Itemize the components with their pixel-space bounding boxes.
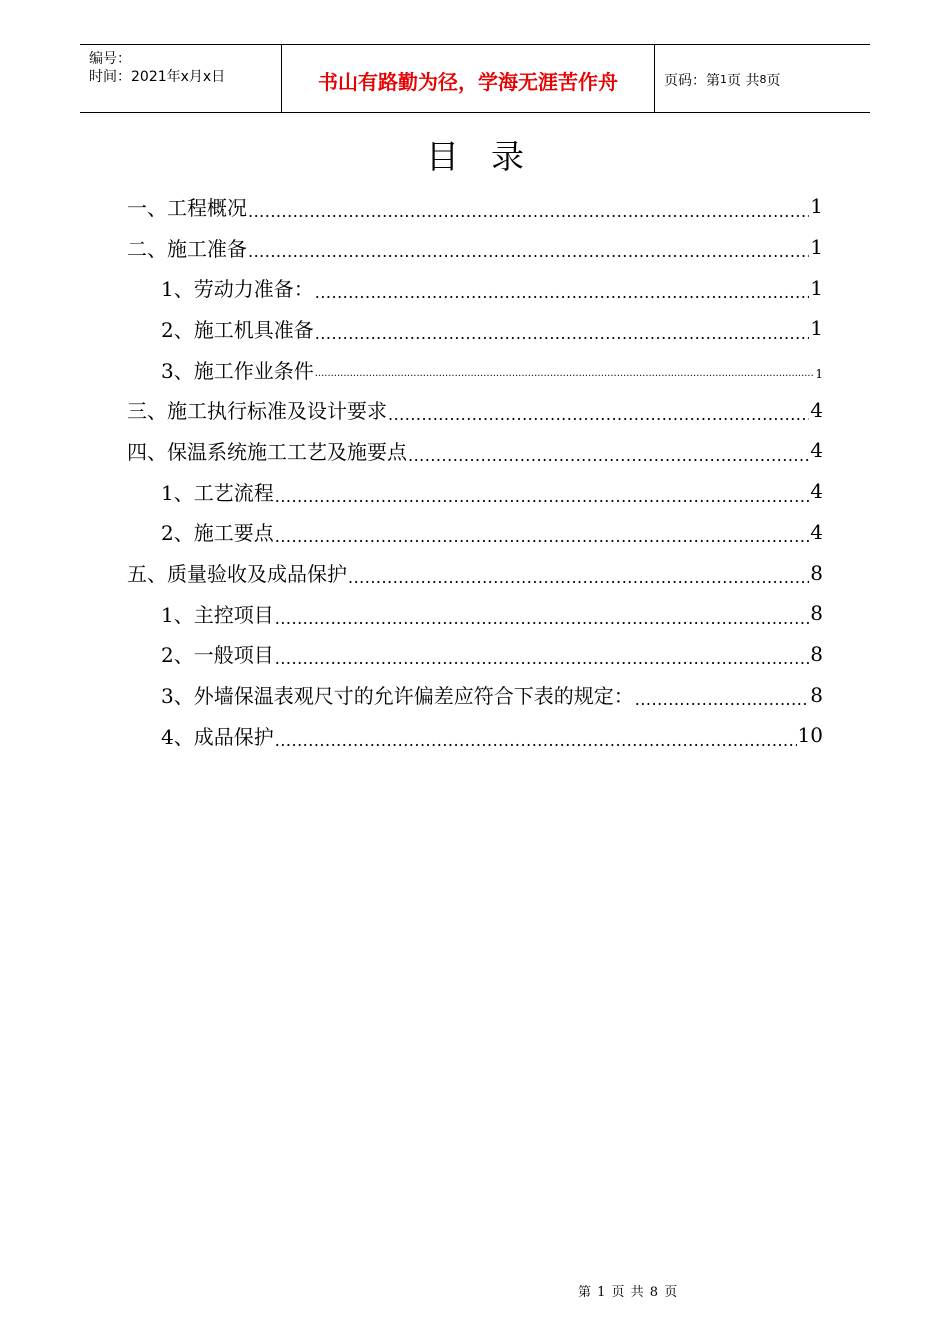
toc-leader-dots bbox=[315, 368, 815, 389]
toc-entry-page: 4 bbox=[810, 397, 823, 422]
toc-leader-dots bbox=[388, 409, 809, 430]
page-current: 1 bbox=[720, 73, 727, 86]
header-meta bbox=[80, 45, 281, 112]
toc-entry[interactable] bbox=[127, 349, 823, 390]
toc-leader-dots bbox=[275, 531, 810, 552]
page-footer: 第 1 页 共 8 页 bbox=[578, 1285, 679, 1300]
toc-entry-text: 1、主控项目 bbox=[161, 602, 274, 627]
toc-entry-text: 四、保温系统施工工艺及施要点 bbox=[127, 439, 407, 464]
toc-entry[interactable] bbox=[127, 715, 823, 756]
toc-entry-text: 2、一般项目 bbox=[161, 643, 274, 668]
toc-leader-dots bbox=[635, 694, 810, 715]
toc-leader-dots bbox=[275, 491, 810, 512]
toc-entry[interactable] bbox=[127, 186, 823, 227]
header-motto: 书山有路勤为径，学海无涯苦作舟 bbox=[281, 45, 655, 112]
page-end-label: 页 bbox=[766, 72, 781, 89]
toc-entry-page: 8 bbox=[810, 682, 823, 707]
page-total: 8 bbox=[759, 73, 767, 86]
toc-entry-text: 3、施工作业条件 bbox=[161, 358, 314, 383]
document-time-label: 时间：2021年x月x日 bbox=[89, 69, 226, 85]
toc-title: 目录 bbox=[426, 137, 556, 176]
toc-entry[interactable] bbox=[127, 471, 823, 512]
toc-entry[interactable] bbox=[127, 227, 823, 268]
toc-leader-dots bbox=[315, 287, 810, 308]
toc-entry-text: 1、工艺流程 bbox=[161, 480, 274, 505]
toc-entry-text: 三、施工执行标准及设计要求 bbox=[127, 399, 387, 424]
page-header bbox=[80, 44, 870, 113]
toc-entry-page: 8 bbox=[810, 560, 823, 585]
document-number-label: 编号： bbox=[89, 51, 131, 67]
toc-leader-dots bbox=[248, 206, 809, 227]
toc-entry-text: 2、施工机具准备 bbox=[161, 317, 314, 342]
page-label: 页码：第 bbox=[664, 72, 720, 89]
toc-entry-page: 1 bbox=[815, 367, 823, 382]
toc-leader-dots bbox=[275, 735, 797, 756]
toc-entry-text: 3、外墙保温表观尺寸的允许偏差应符合下表的规定： bbox=[161, 684, 634, 709]
toc-entry-text: 二、施工准备 bbox=[127, 236, 247, 261]
toc-entry-page: 4 bbox=[810, 519, 823, 544]
toc-leader-dots bbox=[315, 328, 810, 349]
toc-entry[interactable] bbox=[127, 308, 823, 349]
toc-entry[interactable] bbox=[127, 267, 823, 308]
toc-entry-text: 4、成品保护 bbox=[161, 724, 274, 749]
page-mid-label: 页 共 bbox=[727, 72, 760, 89]
header-page-info bbox=[655, 45, 870, 112]
toc-entry-page: 1 bbox=[810, 194, 823, 219]
toc-leader-dots bbox=[275, 613, 810, 634]
toc-entry-page: 1 bbox=[810, 235, 823, 260]
toc-entry-page: 4 bbox=[810, 479, 823, 504]
toc-entry-text: 1、劳动力准备： bbox=[161, 277, 314, 302]
toc-entry[interactable] bbox=[127, 552, 823, 593]
toc-entry-text: 2、施工要点 bbox=[161, 521, 274, 546]
toc-leader-dots bbox=[408, 450, 809, 471]
toc-entry-page: 4 bbox=[810, 438, 823, 463]
toc-entry-page: 8 bbox=[810, 641, 823, 666]
toc-entry-text: 五、质量验收及成品保护 bbox=[127, 562, 347, 587]
toc-entry[interactable] bbox=[127, 593, 823, 634]
toc-entry-text: 一、工程概况 bbox=[127, 195, 247, 220]
toc-entry[interactable] bbox=[127, 634, 823, 675]
table-of-contents bbox=[127, 186, 823, 756]
toc-entry[interactable] bbox=[127, 674, 823, 715]
toc-leader-dots bbox=[348, 572, 809, 593]
toc-entry-page: 8 bbox=[810, 601, 823, 626]
toc-entry-page: 10 bbox=[797, 723, 823, 748]
toc-entry[interactable] bbox=[127, 430, 823, 471]
toc-leader-dots bbox=[275, 653, 810, 674]
toc-entry-page: 1 bbox=[810, 275, 823, 300]
toc-leader-dots bbox=[248, 246, 809, 267]
toc-entry[interactable] bbox=[127, 389, 823, 430]
toc-entry[interactable] bbox=[127, 512, 823, 553]
toc-entry-page: 1 bbox=[810, 316, 823, 341]
